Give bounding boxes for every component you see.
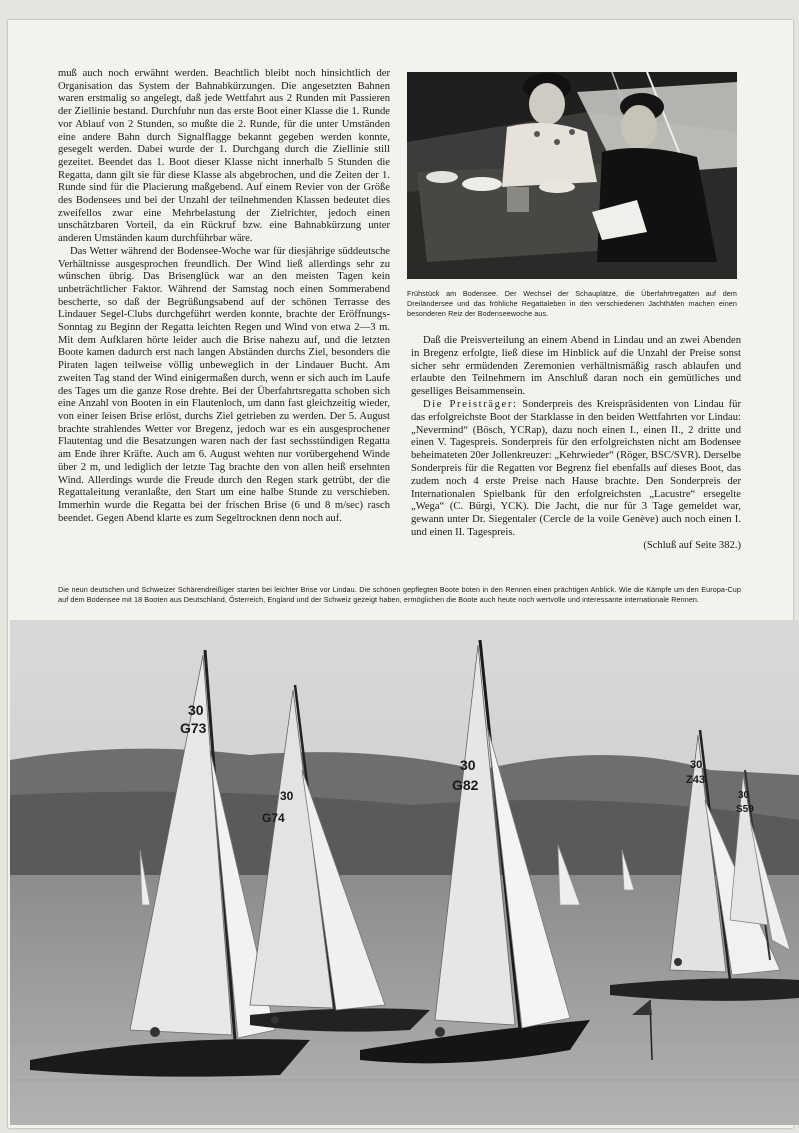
regatta-photo-caption: Die neun deutschen und Schweizer Schärendreißiger starten bei leichter Brise vor Lindau. Die schönen gepflegten Boote boten in den Rennen einen prächtigen Anblick. Wie die Kämpfe um den Europa-Cup auf dem Bodensee mit 18 Booten aus Deutschland, Österreich, England und der Schweiz gezeigt haben, ermöglichen die Boote auch heute noch wertvolle und interessante internationale Rennen. — [58, 585, 741, 604]
regatta-photo-illustration — [10, 620, 799, 1125]
sail-1-class: 30 — [188, 702, 204, 718]
sail-2-number: G74 — [262, 811, 285, 825]
sail-2-class: 30 — [280, 789, 294, 803]
sail-4-number: Z43 — [686, 774, 705, 786]
left-paragraph-2: Das Wetter während der Bodensee-Woche war für diesjährige süddeutsche Verhältnisse ausgesprochen freundlich. Der Wind ließ allerdings sehr zu wünschen übrig. Das Brisenglück war an den meisten Tagen kein unbeträchtlicher Faktor. Während der Samstag noch einen Sommerabend bescherte, so daß der Begrüßungsabend auf der schönen Terrasse des Lindauer Segel-Clubs durchgeführt werden konnte, brachte der Eröffnungs-Sonntag zu Beginn der Regatta leichten Regen und Wind von etwa 2—3 m. Mit dem Aufklaren hörte leider auch die Brise nahezu auf, und die letzten Boote kamen dadurch erst nach langen Abständen durchs Ziel, besonders die Piraten lagen teilweise völlig unbeweglich in der Lindauer Bucht. Am zweiten Tag stand der Wind einigermaßen durch, wenn er sich auch im Laufe des Tages um die ganze Rose drehte. Bei der Überfahrtsregatta schoben sich eine Anzahl von Booten in ein Flautenloch, um dann fast gleichzeitig wieder, von einer leisen Brise erlöst, durchs Ziel getrieben zu werden. Der 5. August brachte strahlendes Wetter vor Bregenz, jedoch war es ein ausgesprochener Flautentag und die Besatzungen waren nach der fast sechsstündigen Regatta am Ende ihrer Kräfte. Auch am 6. August wehten nur vorübergehend Winde über 2 m, und lediglich der letzte Tag brachte den von allen heiß ersehnten Wind. Allerdings wurde die Freude durch den Regen stark getrübt, der die Regattaleitung veranlaßte, den Start um eine halbe Stunde zu verschieben. Immerhin wurde die Regatta bei der frischen Brise (6 und 8 m/sec) rasch beendet. Gegen Abend klarte es zum Segeltrocknen denn noch auf. — [58, 245, 390, 524]
sail-5-number: S59 — [736, 804, 754, 815]
sail-5-class: 30 — [738, 790, 750, 801]
regatta-photo — [10, 620, 799, 1125]
continued-note: (Schluß auf Seite 382.) — [643, 539, 741, 551]
breakfast-photo-caption: Frühstück am Bodensee. Der Wechsel der Schauplätze, die Überfahrtregatten auf dem Dreiländersee und das fröhliche Regattaleben in den verschiedenen Jachthäfen machen einen besonderen Reiz der Bodenseewoche aus. — [407, 289, 737, 318]
left-paragraph-1: muß auch noch erwähnt werden. Beachtlich bleibt noch hinsichtlich der Organisation das System der Bahnabkürzungen. Die angesetzten Bahnen waren erstmalig so angelegt, daß jede Wettfahrt aus 2 Runden mit Passieren der Ziellinie bestand. Durchfuhr nun das erste Boot einer Klasse die 1. Runde vor Ablauf von 2 Stunden, so mußte die 2. Runde, für die unter Umständen eine andere Bahn durch Signalflagge bekannt gegeben werden konnte, gesegelt werden. Dabei wurde der 1. Durchgang durch die Ziellinie still gezeitet. Beendet das 1. Boot dieser Klasse nicht innerhalb 5 Stunden die Regatta, dann gilt sie für diese Klasse als abgebrochen, und die Zeiten der 1. Runde sind für die Placierung maßgebend. Auf einem Revier von der Größe des Bodensees und bei der Unzahl der teilnehmenden Klassen bedeutet dies zweifellos zwar eine Mehrbelastung der Zielrichter, jedoch einen unschätzbaren Vorteil, da ein Rückruf bzw. eine Bahnabkürzung unter anderen Umständen kaum durchführbar wäre. — [58, 68, 390, 245]
sail-3-number: G82 — [452, 777, 479, 793]
prize-winners-heading: Die Preisträger: — [423, 398, 518, 410]
right-text-column — [411, 335, 741, 553]
left-text-column — [58, 68, 390, 525]
right-paragraph-1: Daß die Preisverteilung an einem Abend in Lindau und an zwei Abenden in Bregenz erfolgte, ließ diese im Hinblick auf die Unzahl der Preise sonst sicher sehr ermüdenden Zeremonien verhältnismäßig rasch ablaufen und erlaubte den Teilnehmern im Anschluß daran noch ein gemütliches und geselliges Beisammensein. — [411, 335, 741, 398]
sail-1-number: G73 — [180, 720, 207, 736]
sail-4-class: 30 — [690, 759, 703, 771]
breakfast-photo — [407, 72, 737, 279]
breakfast-photo-illustration — [407, 72, 737, 279]
sail-3-class: 30 — [460, 757, 476, 773]
prize-winners-text: Sonderpreis des Kreispräsidenten von Lindau für das erfolgreichste Boot der Starklasse in den beiden Wettfahrten vor Lindau: „Nevermind“ (Bösch, YCRap), dazu noch einen I., einen II., 2 dritte und einen V. Tagespreis. Sonderpreis für den erfolgreichsten nicht am Bodensee beheimateten 20er Jollenkreuzer: „Kehrwieder“ (Röger, BSC/SVR). Derselbe Sonderpreis für die Regatten vor Begrenz fiel ebenfalls auf dieses Boot, das zudem noch 4 erste Preise nach Hause brachte. Den Sonderpreis der Internationalen Spielbank für den erfolgreichsten „Lacustre“ ersegelte „Wega“ (C. Bürgi, YCK). Die Jacht, die nur für 3 Tage gemeldet war, gewann unter Dr. Siegentaler (Cercle de la voile Genève) auch noch einen I. und einen II. Tagespreis. — [411, 398, 741, 538]
prize-winners-paragraph — [411, 399, 741, 540]
